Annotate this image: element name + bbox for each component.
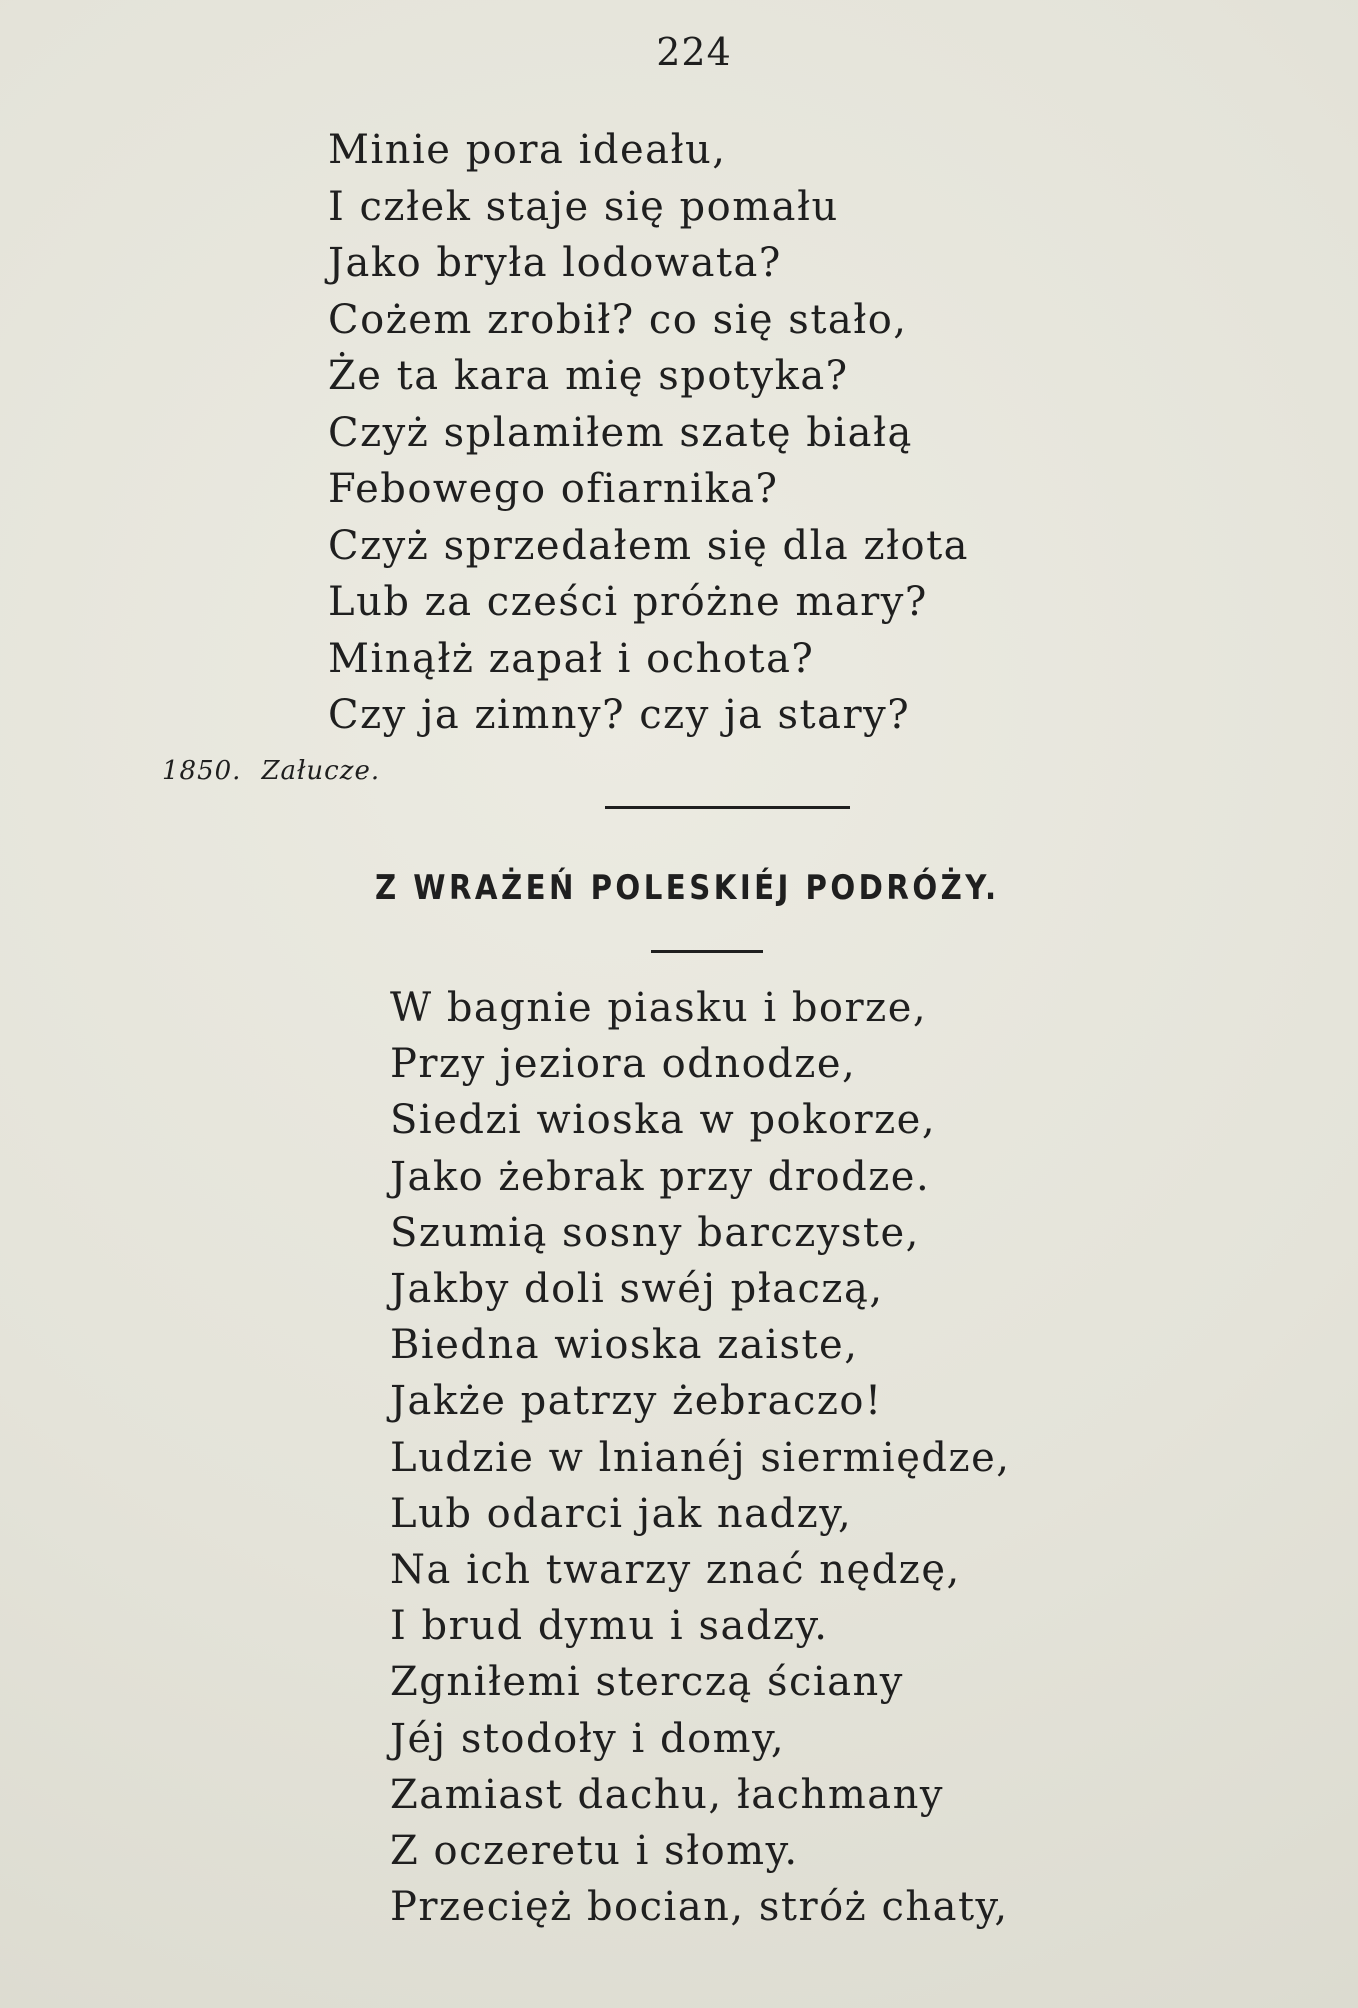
poem-line: W bagnie piasku i borze,	[390, 985, 928, 1031]
poem-continuation	[328, 122, 969, 744]
poem-line: Zgniłemi sterczą ściany	[390, 1659, 904, 1706]
poem-line: Cożem zrobił? co się stało,	[328, 296, 908, 343]
poem-line: Jako bryła lodowata?	[328, 240, 782, 286]
poem-line: Siedzi wioska w pokorze,	[390, 1097, 937, 1144]
poem-line: Lub odarci jak nadzy,	[390, 1490, 853, 1537]
poem-line: Na ich twarzy znać nędzę,	[390, 1547, 961, 1594]
poem-line: Zamiast dachu, łachmany	[390, 1771, 944, 1818]
poem-section	[390, 980, 1010, 1935]
poem-line: I brud dymu i sadzy.	[390, 1603, 829, 1650]
dateline-place: Załucze.	[261, 756, 381, 786]
poem-line: Jakże patrzy żebraczo!	[390, 1378, 883, 1425]
dateline	[162, 756, 380, 786]
poem-line: Lub za cześci próżne mary?	[328, 579, 928, 625]
poem-line: Biedna wioska zaiste,	[390, 1322, 859, 1369]
poem-line: Przy jeziora odnodze,	[390, 1041, 857, 1088]
poem-line: Szumią sosny barczyste,	[390, 1209, 920, 1256]
poem-line: Przecięż bocian, stróż chaty,	[390, 1884, 1009, 1931]
poem-line: Minie pora ideału,	[328, 127, 727, 173]
dateline-year: 1850.	[162, 756, 242, 786]
poem-line: Czyż splamiłem szatę białą	[328, 409, 913, 456]
poem-line: Z oczeretu i słomy.	[390, 1828, 799, 1875]
poem-line: Czy ja zimny? czy ja stary?	[328, 692, 911, 738]
poem-line: Czyż sprzedałem się dla złota	[328, 522, 970, 569]
section-divider-bottom	[651, 950, 763, 953]
poem-line: Minąłż zapał i ochota?	[328, 635, 815, 682]
page-number: 224	[656, 30, 732, 74]
poem-line: Febowego ofiarnika?	[328, 466, 779, 512]
section-divider-top	[605, 806, 850, 809]
poem-line: Ludzie w lnianéj siermiędze,	[390, 1434, 1011, 1481]
poem-line: Jéj stodoły i domy,	[390, 1715, 786, 1762]
poem-line: Jakby doli swéj płaczą,	[390, 1266, 884, 1313]
poem-line: I człek staje się pomału	[328, 183, 839, 230]
poem-line: Jako żebrak przy drodze.	[390, 1153, 931, 1200]
section-title: Z WRAŻEŃ POLESKIÉJ PODRÓŻY.	[375, 868, 1000, 908]
poem-line: Że ta kara mię spotyka?	[328, 353, 849, 399]
